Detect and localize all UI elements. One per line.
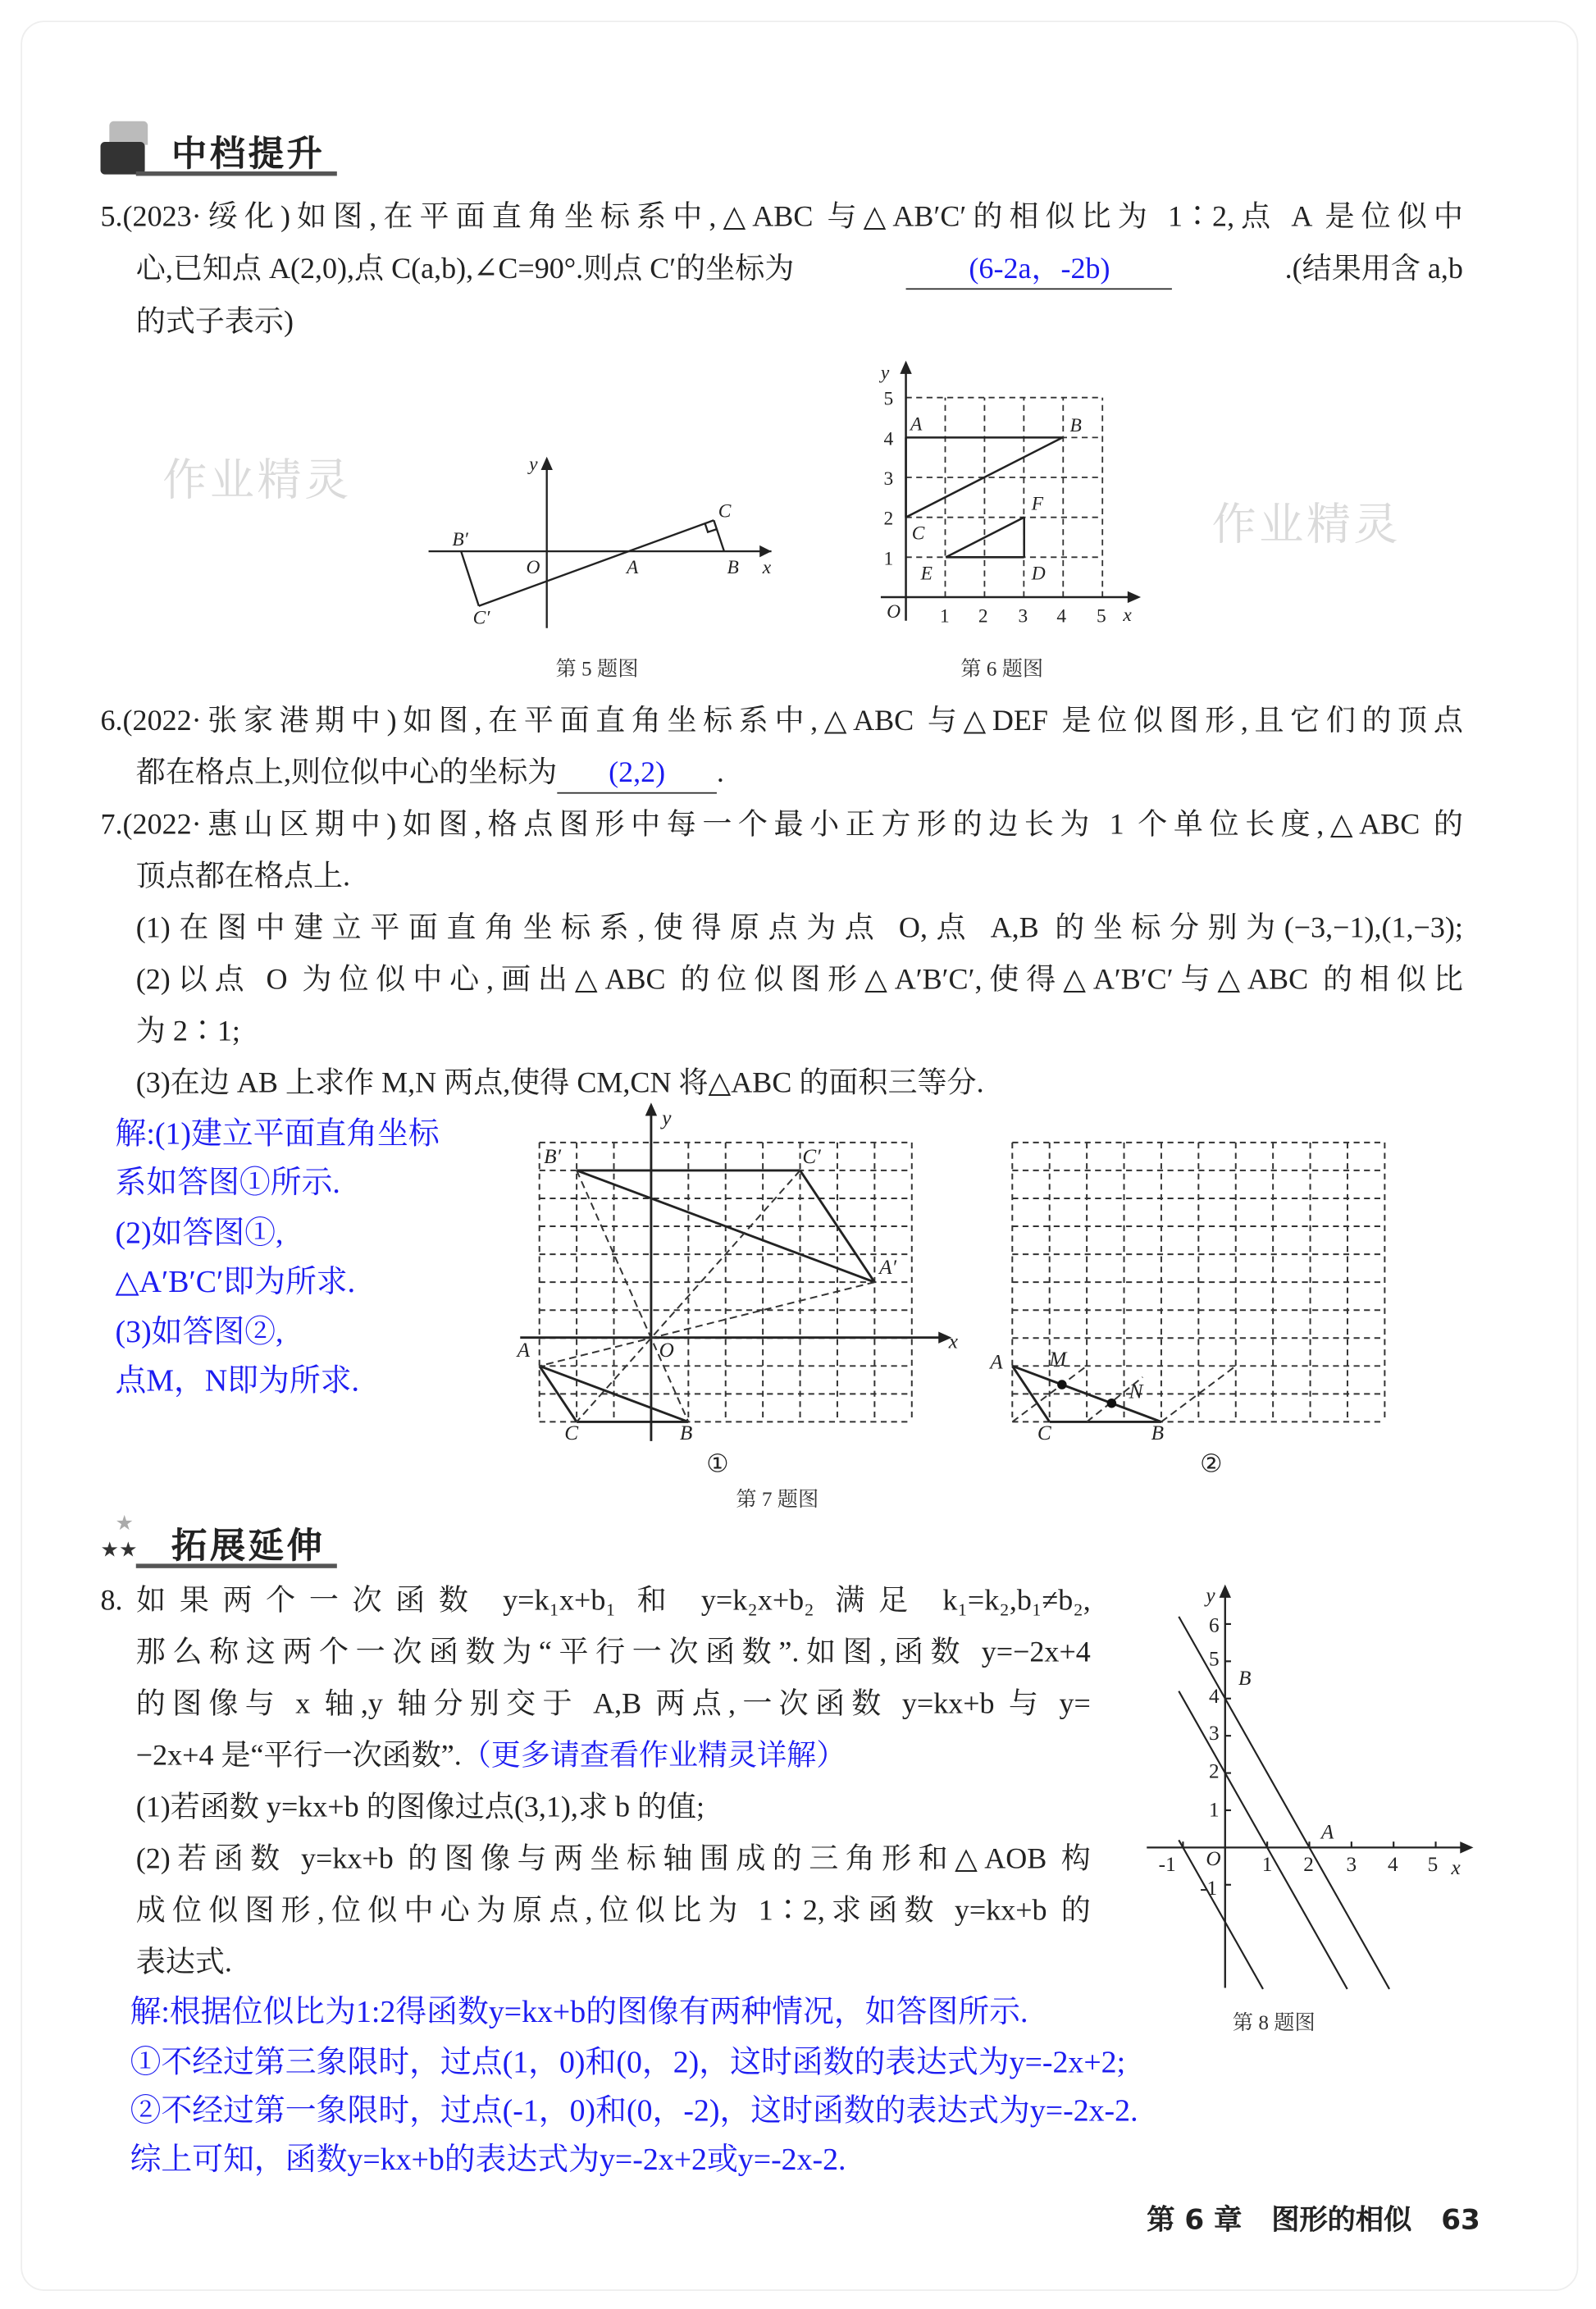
q8-line: 那么称这两个一次函数为“平行一次函数”.如图,函数 y=−2x+4	[135, 1636, 1091, 1669]
label-c: C	[911, 522, 925, 545]
tick-x: 2	[1303, 1854, 1314, 1877]
tick-x: -1	[1158, 1854, 1176, 1877]
label-x: x	[1451, 1856, 1461, 1879]
y-arrow-icon	[1220, 1585, 1231, 1598]
q7-line-5: 为 2∶1;	[135, 1015, 240, 1048]
label-y: y	[1206, 1585, 1215, 1608]
q8-solution-line: ②不经过第一象限时，过点(-1，0)和(0，-2)，这时函数的表达式为y=-2x-2.	[130, 2092, 1138, 2129]
tick-y: 5	[883, 388, 894, 410]
label-y: y	[662, 1107, 672, 1130]
tick-y: 1	[1208, 1799, 1220, 1822]
label-m: M	[1049, 1348, 1067, 1371]
q7-solution-line: 解:(1)建立平面直角坐标	[115, 1116, 440, 1152]
tick-x: 5	[1097, 605, 1106, 627]
q7-line-4: (2)以点 O 为位似中心,画出△ABC 的位似图形△A′B′C′,使得△A′B′C′与△ABC 的相似比	[135, 963, 1463, 997]
tick-y: 1	[883, 548, 894, 570]
figure-6-caption: 第 6 题图	[960, 659, 1044, 682]
function-line	[1179, 1840, 1263, 1989]
watermark: 作业精灵	[162, 456, 352, 506]
tick-y: -1	[1200, 1878, 1218, 1901]
label-a: A	[1320, 1821, 1334, 1844]
figure-5-caption: 第 5 题图	[555, 659, 639, 682]
q5-text: .(结果用含 a,b	[1284, 253, 1463, 285]
label-x: x	[948, 1330, 959, 1353]
figure-7-caption: 第 7 题图	[736, 1490, 819, 1513]
label-b-prime: B′	[452, 528, 468, 550]
label-c-prime: C′	[472, 607, 490, 629]
label-a-prime: A′	[879, 1257, 897, 1280]
label-b: B	[1151, 1422, 1165, 1445]
label-o: O	[1206, 1847, 1221, 1870]
tick-x: 2	[978, 605, 988, 627]
label-y: y	[529, 454, 538, 476]
label-o: O	[526, 557, 540, 579]
q7-solution-line: (3)如答图②,	[115, 1313, 284, 1350]
q6-answer-blank: (2,2)	[557, 754, 717, 794]
chapter-title: 图形的相似	[1271, 2203, 1412, 2237]
q6-line-1: 6.(2022·张家港期中)如图,在平面直角坐标系中,△ABC 与△DEF 是位似图形,且它们的顶点	[100, 705, 1463, 738]
label-a: A	[517, 1339, 531, 1362]
tick-y: 3	[1208, 1722, 1220, 1745]
label-b: B	[1238, 1668, 1252, 1691]
q8-line: 8.如果两个一次函数 y=k₁x+b₁ 和 y=k₂x+b₂ 满足 k₁=k₂,b₁≠b₂,	[100, 1584, 1091, 1618]
label-c: C	[564, 1422, 579, 1445]
q6-text: 都在格点上,则位似中心的坐标为	[135, 756, 558, 790]
chapter-label: 第 6 章	[1147, 2203, 1243, 2237]
sub-figure-1-label: ①	[706, 1449, 729, 1478]
q7-line-6: (3)在边 AB 上求作 M,N 两点,使得 CM,CN 将△ABC 的面积三等分.	[135, 1066, 984, 1100]
label-f: F	[1031, 493, 1044, 515]
tick-x: 3	[1018, 605, 1028, 627]
q8-line: 的图像与 x 轴,y 轴分别交于 A,B 两点,一次函数 y=kx+b 与 y=	[135, 1687, 1091, 1721]
tick-y: 5	[1208, 1648, 1220, 1671]
label-e: E	[920, 563, 933, 585]
label-b: B	[679, 1422, 693, 1445]
page-number: 63	[1441, 2203, 1480, 2237]
label-x: x	[762, 557, 772, 579]
section-title: 中档提升	[171, 135, 326, 175]
label-b-prime: B′	[544, 1146, 562, 1169]
q8-text: −2x+4 是“平行一次函数”.	[135, 1739, 462, 1773]
q5-text: 心,已知点 A(2,0),点 C(a,b),∠C=90°.则点 C′的坐标为	[135, 253, 795, 285]
sub-figure-2-label: ②	[1200, 1449, 1223, 1478]
q5-line-3: 的式子表示)	[135, 305, 294, 339]
label-a: A	[990, 1351, 1003, 1374]
q8-line: (2)若函数 y=kx+b 的图像与两坐标轴围成的三角形和△AOB 构	[135, 1842, 1091, 1876]
label-c: C	[1037, 1422, 1051, 1445]
tick-y: 4	[1208, 1685, 1220, 1708]
q7-solution-line: △A′B′C′即为所求.	[115, 1263, 356, 1299]
more-details-link[interactable]: （更多请查看作业精灵详解）	[461, 1739, 846, 1773]
x-arrow-icon	[1460, 1841, 1473, 1853]
q7-line-3: (1)在图中建立平面直角坐标系,使得原点为点 O,点 A,B 的坐标分别为(−3,−1),(1,−3);	[135, 911, 1463, 945]
section-title: 拓展延伸	[171, 1528, 326, 1567]
label-b: B	[727, 557, 739, 579]
q8-solution-line: 综上可知，函数y=kx+b的表达式为y=-2x+2或y=-2x-2.	[130, 2141, 846, 2178]
q8-line: 成位似图形,位似中心为原点,位似比为 1∶2,求函数 y=kx+b 的	[135, 1895, 1091, 1928]
q7-solution-line: (2)如答图①,	[115, 1215, 284, 1251]
label-o: O	[887, 601, 901, 623]
label-b: B	[1069, 415, 1082, 437]
label-c: C	[718, 500, 732, 522]
q5-answer-blank: (6-2a，-2b)	[906, 250, 1172, 290]
tick-x: 3	[1346, 1854, 1357, 1877]
q7-solution-line: 系如答图①所示.	[115, 1164, 340, 1201]
tick-x: 1	[940, 605, 950, 627]
q7-line-1: 7.(2022·惠山区期中)如图,格点图形中每一个最小正方形的边长为 1 个单位长度,△ABC 的	[100, 808, 1463, 842]
label-n: N	[1129, 1380, 1143, 1403]
tick-x: 5	[1427, 1854, 1439, 1877]
label-a: A	[910, 413, 923, 436]
q6-text: .	[716, 756, 724, 790]
label-a: A	[627, 557, 639, 579]
tick-y: 4	[883, 428, 894, 450]
figure-8-caption: 第 8 题图	[1232, 2013, 1316, 2036]
q8-line: (1)若函数 y=kx+b 的图像过点(3,1),求 b 的值;	[135, 1791, 705, 1824]
q8-solution-line: 解:根据位似比为1:2得函数y=kx+b的图像有两种情况，如答图所示.	[130, 1993, 1028, 2030]
q7-line-2: 顶点都在格点上.	[135, 860, 351, 893]
tick-y: 2	[1208, 1760, 1220, 1783]
label-d: D	[1031, 563, 1046, 585]
tick-x: 4	[1056, 605, 1067, 627]
q5-line-1: 5.(2023·绥化)如图,在平面直角坐标系中,△ABC 与△AB′C′的相似比为 1∶2,点 A 是位似中	[100, 201, 1463, 234]
label-o: O	[659, 1339, 674, 1362]
star-icon: ★★	[100, 1540, 138, 1563]
tick-y: 2	[883, 508, 894, 530]
tick-x: 4	[1387, 1854, 1398, 1877]
q8-line: 表达式.	[135, 1946, 232, 1979]
tick-y: 6	[1208, 1614, 1220, 1637]
label-x: x	[1123, 604, 1132, 626]
label-c-prime: C′	[802, 1146, 821, 1169]
label-y: y	[880, 362, 890, 384]
q7-solution-line: 点M，N即为所求.	[115, 1362, 360, 1399]
tick-y: 3	[883, 468, 894, 491]
page-footer	[1147, 2197, 1480, 2238]
q8-solution-line: ①不经过第三象限时，过点(1，0)和(0，2)，这时函数的表达式为y=-2x+2;	[130, 2044, 1126, 2080]
star-icon: ★	[115, 1513, 135, 1536]
tick-x: 1	[1261, 1854, 1273, 1877]
watermark: 作业精灵	[1211, 500, 1402, 550]
